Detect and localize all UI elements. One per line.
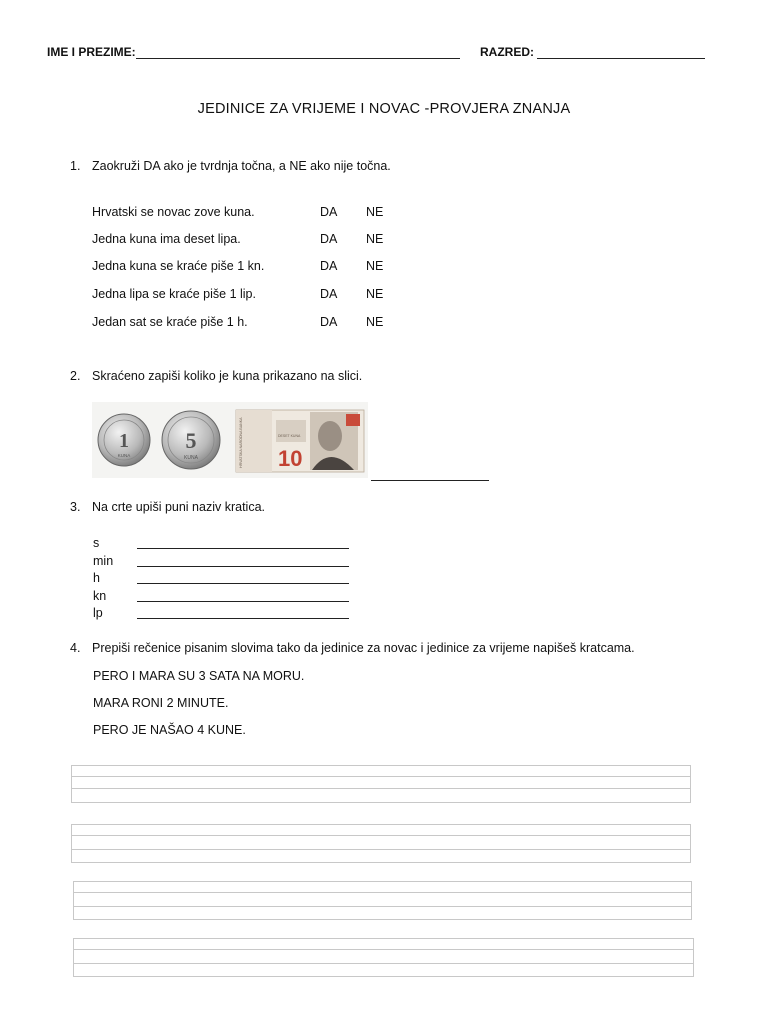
question-2-text: Skraćeno zapiši koliko je kuna prikazano na slici. xyxy=(92,369,363,383)
answer-da-3[interactable]: DA xyxy=(320,259,338,273)
banknote-10-kuna xyxy=(236,410,364,472)
coin-1-value: 1 xyxy=(119,430,129,452)
answer-da-1[interactable]: DA xyxy=(320,205,338,219)
answer-da-2[interactable]: DA xyxy=(320,232,338,246)
sentence-1: PERO I MARA SU 3 SATA NA MORU. xyxy=(93,669,305,683)
statement-3: Jedna kuna se kraće piše 1 kn. xyxy=(92,259,265,273)
question-4-text: Prepiši rečenice pisanim slovima tako da jedinice za novac i jedinice za vrijeme napišeš kratcama. xyxy=(92,641,635,655)
question-1-text: Zaokruži DA ako je tvrdnja točna, a NE ako nije točna. xyxy=(92,159,391,173)
abbr-kn: kn xyxy=(93,589,107,603)
statement-4: Jedna lipa se kraće piše 1 lip. xyxy=(92,287,256,301)
class-field[interactable] xyxy=(480,45,705,59)
statement-5: Jedan sat se kraće piše 1 h. xyxy=(92,315,248,329)
question-3-number: 3. xyxy=(70,500,81,514)
coin-5-kuna xyxy=(162,411,220,469)
question-4 xyxy=(70,641,635,655)
answer-line-kn[interactable] xyxy=(137,589,349,602)
abbr-lp: lp xyxy=(93,606,103,620)
writing-lines-3[interactable] xyxy=(73,881,692,920)
writing-lines-1[interactable] xyxy=(71,765,691,803)
answer-da-4[interactable]: DA xyxy=(320,287,338,301)
statement-1: Hrvatski se novac zove kuna. xyxy=(92,205,255,219)
banknote-value: 10 xyxy=(278,446,303,471)
answer-line-s[interactable] xyxy=(137,536,349,549)
money-illustration xyxy=(92,402,368,478)
class-underline[interactable] xyxy=(537,46,705,59)
question-2-number: 2. xyxy=(70,369,81,383)
answer-ne-1[interactable]: NE xyxy=(366,205,384,219)
answer-ne-2[interactable]: NE xyxy=(366,232,384,246)
answer-line-q2[interactable] xyxy=(371,470,489,481)
banknote-country: HRVATSKA NARODNA BANKA xyxy=(239,417,243,468)
name-field[interactable] xyxy=(47,45,460,59)
coin-1-unit: KUNA xyxy=(117,453,131,458)
question-3-text: Na crte upiši puni naziv kratica. xyxy=(92,500,265,514)
question-3 xyxy=(70,500,265,514)
coin-1-kuna xyxy=(98,414,150,466)
banknote-label: DESET KUNA xyxy=(278,434,301,438)
name-underline[interactable] xyxy=(136,46,460,59)
coin-5-unit: KUNA xyxy=(184,455,198,461)
answer-da-5[interactable]: DA xyxy=(320,315,338,329)
question-1-number: 1. xyxy=(70,159,81,173)
class-label: RAZRED: xyxy=(480,45,534,59)
answer-ne-5[interactable]: NE xyxy=(366,315,384,329)
sentence-2: MARA RONI 2 MINUTE. xyxy=(93,696,229,710)
answer-line-min[interactable] xyxy=(137,554,349,567)
writing-lines-2[interactable] xyxy=(71,824,691,863)
coin-5-value: 5 xyxy=(185,428,197,453)
abbr-s: s xyxy=(93,536,100,550)
page-title: JEDINICE ZA VRIJEME I NOVAC -PROVJERA ZNANJA xyxy=(197,101,571,117)
sentence-3: PERO JE NAŠAO 4 KUNE. xyxy=(93,723,246,737)
writing-lines-4[interactable] xyxy=(73,938,694,977)
name-label: IME I PREZIME: xyxy=(47,45,136,59)
answer-line-h[interactable] xyxy=(137,571,349,584)
answer-ne-3[interactable]: NE xyxy=(366,259,384,273)
answer-ne-4[interactable]: NE xyxy=(366,287,384,301)
question-1 xyxy=(70,159,391,173)
money-picture xyxy=(92,402,368,478)
statement-2: Jedna kuna ima deset lipa. xyxy=(92,232,241,246)
question-4-number: 4. xyxy=(70,641,81,655)
abbr-min: min xyxy=(93,554,114,568)
question-2 xyxy=(70,369,362,383)
abbr-h: h xyxy=(93,571,100,585)
answer-line-lp[interactable] xyxy=(137,606,349,619)
